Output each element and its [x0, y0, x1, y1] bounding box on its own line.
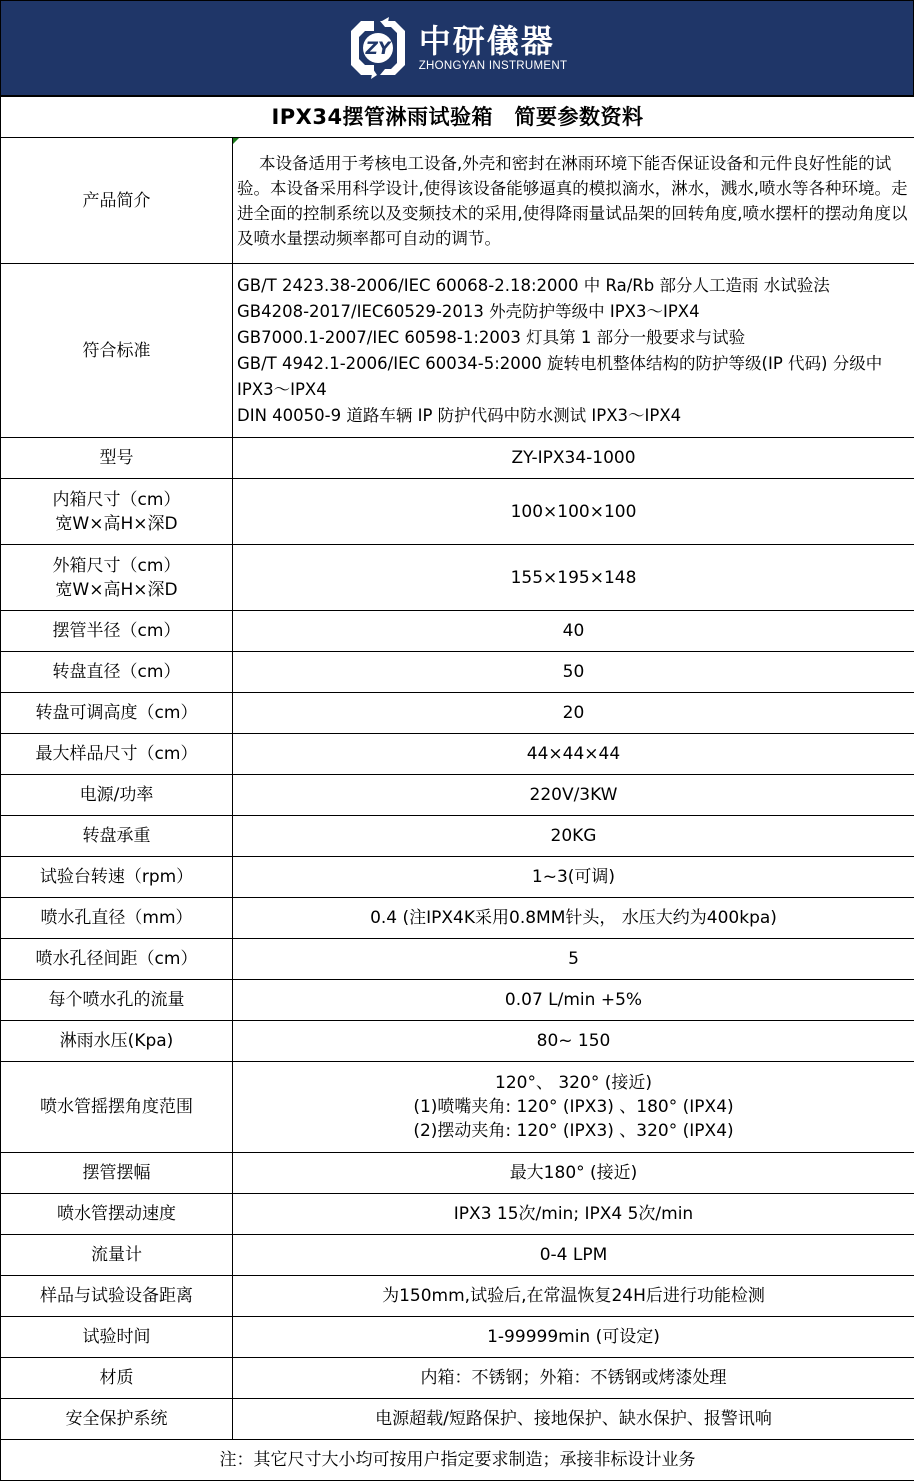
- standard-item: GB/T 4942.1-2006/IEC 60034-5:2000 旋转电机整体结构的防护等级(IP 代码) 分级中 IPX3～IPX4: [237, 353, 883, 399]
- spec-row-rotation-speed: [1, 857, 914, 898]
- spec-row-inner-size: [1, 479, 914, 545]
- spec-label: 转盘承重: [1, 816, 233, 857]
- spec-label: 转盘可调高度（cm）: [1, 693, 233, 734]
- spec-row-flowmeter: [1, 1235, 914, 1276]
- spec-row-turntable-height: [1, 693, 914, 734]
- spec-row-power: [1, 775, 914, 816]
- spec-label: 电源/功率: [1, 775, 233, 816]
- spec-value: 40: [233, 611, 914, 652]
- spec-label: 内箱尺寸（cm） 宽W×高H×深D: [1, 479, 233, 545]
- spec-value: 为150mm,试验后,在常温恢复24H后进行功能检测: [233, 1276, 914, 1317]
- intro-label: 产品简介: [1, 138, 233, 264]
- intro-row: [1, 138, 914, 264]
- spec-value: 120°、 320° (接近) (1)喷嘴夹角: 120° (IPX3) 、180° (IPX4) (2)摆动夹角: 120° (IPX3) 、320° (IPX4): [233, 1062, 914, 1153]
- spec-row-nozzle-spacing: [1, 939, 914, 980]
- spec-row-outer-size: [1, 545, 914, 611]
- spec-row-sample-distance: [1, 1276, 914, 1317]
- spec-value: 50: [233, 652, 914, 693]
- standard-item: GB/T 2423.38-2006/IEC 60068-2.18:2000 中 Ra/Rb 部分人工造雨 水试验法: [237, 275, 830, 295]
- spec-value: 1~3(可调): [233, 857, 914, 898]
- spec-value: 最大180° (接近): [233, 1153, 914, 1194]
- spec-label: 喷水管摆动速度: [1, 1194, 233, 1235]
- spec-label: 转盘直径（cm）: [1, 652, 233, 693]
- spec-value: 20: [233, 693, 914, 734]
- spec-label: 流量计: [1, 1235, 233, 1276]
- spec-label: 型号: [1, 438, 233, 479]
- spec-row-max-sample: [1, 734, 914, 775]
- brand-logo: [347, 17, 568, 79]
- spec-value: 0.4 (注IPX4K采用0.8MM针头， 水压大约为400kpa): [233, 898, 914, 939]
- spec-value: 220V/3KW: [233, 775, 914, 816]
- spec-row-safety: [1, 1399, 914, 1440]
- spec-row-swing-amplitude: [1, 1153, 914, 1194]
- spec-row-material: [1, 1358, 914, 1399]
- spec-value: 5: [233, 939, 914, 980]
- spec-value: 80~ 150: [233, 1021, 914, 1062]
- title-row: [1, 97, 914, 138]
- standard-item: GB4208-2017/IEC60529-2013 外壳防护等级中 IPX3～IPX4: [237, 301, 700, 321]
- spec-row-flow-per-nozzle: [1, 980, 914, 1021]
- spec-label: 摆管半径（cm）: [1, 611, 233, 652]
- svg-text:ZY: ZY: [365, 39, 391, 59]
- spec-value: 0.07 L/min +5%: [233, 980, 914, 1021]
- brand-name-cn: 中研儀器: [418, 22, 555, 60]
- spec-label: 样品与试验设备距离: [1, 1276, 233, 1317]
- spec-label: 喷水孔直径（mm）: [1, 898, 233, 939]
- comment-marker-icon: [233, 138, 239, 144]
- spec-value: IPX3 15次/min; IPX4 5次/min: [233, 1194, 914, 1235]
- spec-row-swing-angle: [1, 1062, 914, 1153]
- spec-value: 1-99999min (可设定): [233, 1317, 914, 1358]
- spec-value: ZY-IPX34-1000: [233, 438, 914, 479]
- spec-label: 喷水管摇摆角度范围: [1, 1062, 233, 1153]
- spec-label: 安全保护系统: [1, 1399, 233, 1440]
- spec-table: [0, 96, 914, 1481]
- spec-row-water-pressure: [1, 1021, 914, 1062]
- brand-header: [0, 0, 914, 96]
- spec-row-turntable-diameter: [1, 652, 914, 693]
- spec-label: 材质: [1, 1358, 233, 1399]
- spec-value: 内箱：不锈钢；外箱：不锈钢或烤漆处理: [233, 1358, 914, 1399]
- spec-row-load: [1, 816, 914, 857]
- spec-label: 试验时间: [1, 1317, 233, 1358]
- footer-note: 注：其它尺寸大小均可按用户指定要求制造；承接非标设计业务: [1, 1440, 914, 1481]
- document-title: IPX34摆管淋雨试验箱 简要参数资料: [1, 97, 914, 138]
- spec-value: 电源超载/短路保护、接地保护、缺水保护、报警讯响: [233, 1399, 914, 1440]
- zy-logo-icon: [347, 17, 409, 79]
- intro-text: 本设备适用于考核电工设备,外壳和密封在淋雨环境下能否保证设备和元件良好性能的试验。本设备采用科学设计,使得该设备能够逼真的模拟滴水，淋水，溅水,喷水等各种环境。走进全面的控制系统以及变频技术的采用,使得降雨量试品架的回转角度,喷水摆杆的摆动角度以及喷水量摆动频率都可自动的调节。: [237, 153, 908, 248]
- spec-row-swing-speed: [1, 1194, 914, 1235]
- brand-name-en: ZHONGYAN INSTRUMENT: [418, 60, 568, 72]
- spec-row-test-time: [1, 1317, 914, 1358]
- spec-label: 外箱尺寸（cm） 宽W×高H×深D: [1, 545, 233, 611]
- spec-label: 淋雨水压(Kpa): [1, 1021, 233, 1062]
- spec-label: 最大样品尺寸（cm）: [1, 734, 233, 775]
- standards-row: [1, 264, 914, 438]
- spec-row-nozzle-diameter: [1, 898, 914, 939]
- spec-label: 每个喷水孔的流量: [1, 980, 233, 1021]
- spec-label: 试验台转速（rpm）: [1, 857, 233, 898]
- spec-value: 100×100×100: [233, 479, 914, 545]
- spec-label: 喷水孔径间距（cm）: [1, 939, 233, 980]
- standards-list: [233, 264, 914, 438]
- intro-text-cell: [233, 138, 914, 264]
- spec-value: 44×44×44: [233, 734, 914, 775]
- standard-item: DIN 40050-9 道路车辆 IP 防护代码中防水测试 IPX3～IPX4: [237, 405, 682, 425]
- spec-label: 摆管摆幅: [1, 1153, 233, 1194]
- spec-row-model: [1, 438, 914, 479]
- footer-row: [1, 1440, 914, 1481]
- spec-value: 155×195×148: [233, 545, 914, 611]
- spec-row-tube-radius: [1, 611, 914, 652]
- standard-item: GB7000.1-2007/IEC 60598-1:2003 灯具第 1 部分一般要求与试验: [237, 327, 746, 347]
- standards-label: 符合标准: [1, 264, 233, 438]
- spec-value: 20KG: [233, 816, 914, 857]
- spec-value: 0-4 LPM: [233, 1235, 914, 1276]
